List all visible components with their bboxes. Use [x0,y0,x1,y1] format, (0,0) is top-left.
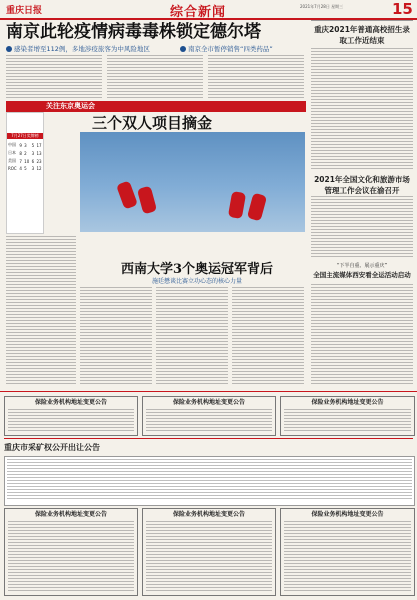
diving-photo [80,132,305,232]
diver-figure [137,186,157,215]
ad-block-1 [4,396,138,436]
lead-headline: 南京此轮疫情病毒毒株锁定德尔塔 [6,22,261,42]
southwest-col2 [156,287,228,386]
notice-title: 重庆市采矿权公开出让公告 [4,443,100,452]
ads-divider [0,391,417,392]
ad-title: 保险业务机构地址变更公告 [172,511,245,518]
right-title-2: 2021年全国文化和旅游市场管理工作会议在渝召开 [314,175,410,195]
ad-text [146,409,272,433]
ad-text [8,521,134,593]
olympics-headline: 三个双人项目摘金 [92,114,213,132]
diver-figure [247,193,267,222]
notice-divider [4,438,413,439]
ad-title: 保险业务机构地址变更公告 [172,399,245,406]
lead-subtitle-2: 南京全市暂停销售“四类药品” [180,44,273,53]
ad-text [146,521,272,593]
ad-text [8,409,134,433]
section-title: 综合新闻 [170,5,227,20]
ad-text [284,521,411,593]
right-divider [311,20,413,21]
ad-title: 保险业务机构地址变更公告 [34,399,107,406]
right-title-3: 全国主流媒体西安看全运活动启动 [313,271,411,279]
southwest-headline: 西南大学3个奥运冠军背后 [120,262,274,277]
ad-title: 保险业务机构地址变更公告 [311,511,384,518]
right-article-1 [311,48,413,170]
page-number: 15 [392,0,413,18]
olympics-tag: 关注东京奥运会 [6,101,306,112]
ad-block-6 [280,508,415,596]
medal-rows: 中国 9 3 5 17 日本 8 2 3 13 美国 7 10 6 23 ROC 4 5 3 12 [8,142,42,171]
newspaper-logo: 重庆日报 [6,6,43,16]
lead-article-col2 [107,55,203,99]
ad-block-4 [4,508,138,596]
medal-date: 7月27日奖牌榜 [7,133,43,139]
diver-figure [116,180,138,209]
bullet-icon [180,46,186,52]
lead-article-col1 [6,55,102,99]
southwest-col3 [232,287,304,386]
ad-block-2 [142,396,276,436]
southwest-col1 [80,287,152,386]
right-article-3 [311,284,413,386]
right-title-1: 重庆2021年普通高校招生录取工作近结束 [314,25,410,45]
ad-text [284,409,411,433]
dateline: 2021年7月28日 星期三 [300,4,344,9]
right-article-2 [311,196,413,258]
bullet-icon [6,46,12,52]
lead-subtitle-1: 感染者增至112例，多地涉疫旅客为中风险地区 [6,44,150,53]
ad-title: 保险业务机构地址变更公告 [311,399,384,406]
right-quote: “下半自重、展示重庆” [336,263,388,269]
southwest-subhead: 施廷懋谈比赛立功心态的核心力量 [151,278,242,285]
ad-block-5 [142,508,276,596]
diver-figure [228,191,246,219]
medal-table [6,112,44,234]
notice-table [4,456,415,506]
lead-article-col3 [208,55,304,99]
ad-title: 保险业务机构地址变更公告 [34,511,107,518]
notice-table-rows [7,459,412,501]
ad-block-3 [280,396,415,436]
olympics-article [6,236,76,386]
